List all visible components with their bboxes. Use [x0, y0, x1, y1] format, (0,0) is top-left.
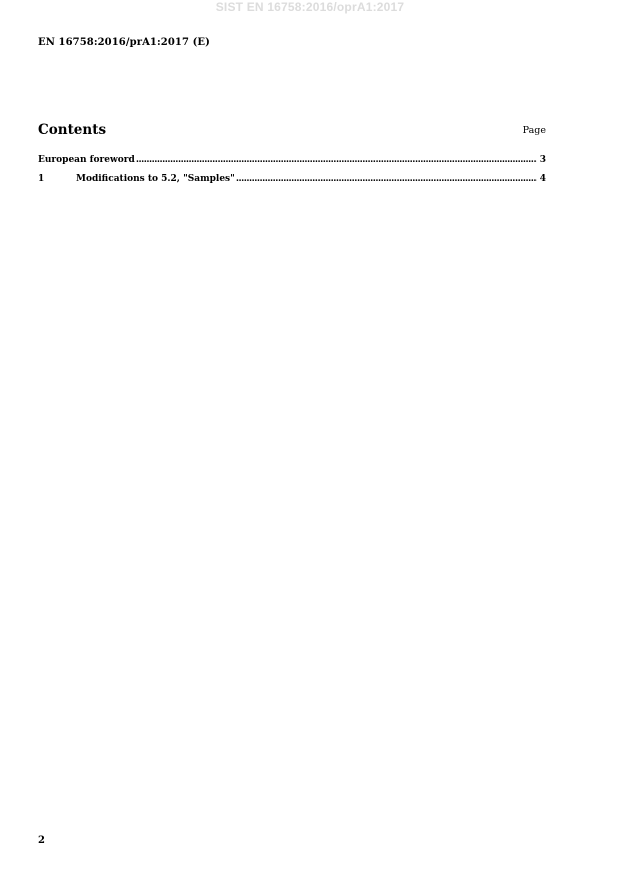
toc-entry-page: 3 — [539, 155, 546, 165]
page-number: 2 — [38, 835, 45, 846]
toc-entry-number: 1 — [38, 174, 45, 184]
toc-entry-page: 4 — [539, 174, 546, 184]
table-of-contents — [38, 154, 546, 192]
page-column-label: Page — [522, 125, 546, 136]
toc-entry-modifications[interactable] — [38, 173, 546, 192]
toc-dot-leader — [236, 173, 537, 185]
contents-heading: Contents — [38, 122, 107, 138]
watermark: SIST EN 16758:2016/oprA1:2017 — [215, 0, 405, 14]
toc-entry-title: Modifications to 5.2, "Samples" — [76, 174, 235, 184]
toc-dot-leader — [136, 154, 537, 166]
document-identifier: EN 16758:2016/prA1:2017 (E) — [38, 37, 210, 48]
toc-entry-european-foreword[interactable] — [38, 154, 546, 173]
toc-entry-title: European foreword — [38, 155, 135, 165]
